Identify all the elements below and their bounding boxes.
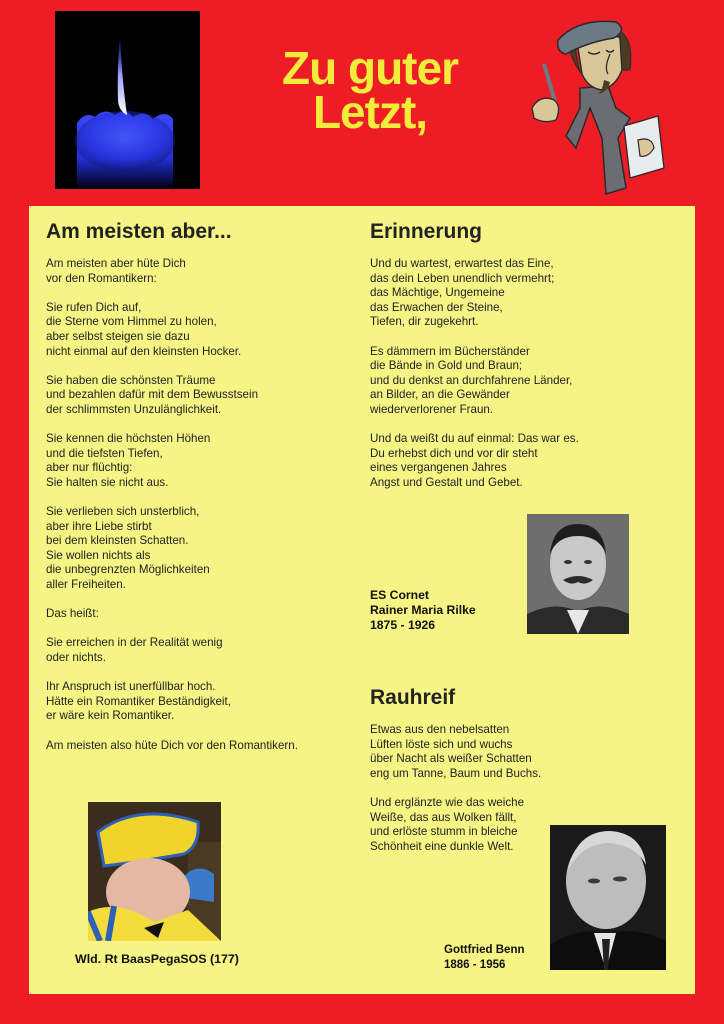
poem-line: wiederverlorener Fraun. bbox=[370, 402, 494, 416]
caption-line: 1886 - 1956 bbox=[444, 959, 506, 971]
poem-line: die Sterne vom Himmel zu holen, bbox=[46, 315, 217, 329]
poem-line: Sie halten sie nicht aus. bbox=[46, 475, 169, 489]
poem-line: Du erhebst dich und vor dir steht bbox=[370, 446, 538, 460]
portrait-icon bbox=[88, 802, 221, 941]
poem-line: und erlöste stumm in bleiche bbox=[370, 825, 518, 839]
poem-title: Am meisten aber... bbox=[46, 220, 232, 243]
poem-line: Es dämmern im Bücherständer bbox=[370, 344, 530, 358]
stanza bbox=[46, 505, 346, 593]
stanza bbox=[46, 257, 346, 286]
caption-line: ES Cornet bbox=[370, 588, 429, 602]
poem-line: oder nichts. bbox=[46, 651, 106, 665]
portrait-icon bbox=[550, 825, 666, 970]
poem-line: aber selbst steigen sie dazu bbox=[46, 329, 190, 343]
poem-line: die Bände in Gold und Braun; bbox=[370, 359, 523, 373]
poem-line: und bezahlen dafür mit dem Bewusstsein bbox=[46, 388, 259, 402]
rilke-caption bbox=[370, 588, 476, 633]
poem-body bbox=[46, 257, 346, 753]
stanza bbox=[370, 257, 680, 330]
poem-line: Und da weißt du auf einmal: Das war es. bbox=[370, 432, 579, 446]
stanza bbox=[370, 432, 680, 490]
poem-am-meisten-aber bbox=[46, 218, 346, 768]
poem-line: vor den Romantikern: bbox=[46, 271, 157, 285]
caption-line: Gottfried Benn bbox=[444, 944, 525, 956]
poem-line: Sie erreichen in der Realität wenig bbox=[46, 636, 223, 650]
candle-icon bbox=[55, 11, 200, 189]
stanza bbox=[46, 636, 346, 665]
poem-line: das Mächtige, Ungemeine bbox=[370, 286, 505, 300]
poem-line: Hätte ein Romantiker Beständigkeit, bbox=[46, 694, 231, 708]
stanza bbox=[370, 723, 690, 781]
poem-line: eng um Tanne, Baum und Buchs. bbox=[370, 766, 542, 780]
poem-line: Sie kennen die höchsten Höhen bbox=[46, 432, 211, 446]
poem-line: Weiße, das aus Wolken fällt, bbox=[370, 810, 517, 824]
poem-line: eines vergangenen Jahres bbox=[370, 461, 507, 475]
poem-line: Tiefen, dir zugekehrt. bbox=[370, 315, 479, 329]
benn-caption bbox=[444, 943, 525, 973]
baaspegasos-caption: Wld. Rt BaasPegaSOS (177) bbox=[75, 952, 239, 966]
stanza bbox=[46, 432, 346, 490]
caption-line: Rainer Maria Rilke bbox=[370, 603, 476, 617]
stanza bbox=[46, 739, 346, 754]
poem-title: Rauhreif bbox=[370, 686, 456, 709]
poem-line: an Bilder, an die Gewänder bbox=[370, 388, 510, 402]
poem-line: Das heißt: bbox=[46, 607, 99, 621]
stanza bbox=[46, 607, 346, 622]
poem-line: Und du wartest, erwartest das Eine, bbox=[370, 257, 554, 270]
stanza bbox=[46, 374, 346, 418]
poem-line: aber nur flüchtig: bbox=[46, 461, 133, 475]
portrait-icon bbox=[527, 514, 629, 634]
caption-line: 1875 - 1926 bbox=[370, 618, 436, 632]
poem-line: Sie wollen nichts als bbox=[46, 548, 151, 562]
stanza bbox=[370, 345, 680, 418]
poem-line: Sie rufen Dich auf, bbox=[46, 300, 142, 314]
poem-line: nicht einmal auf den kleinsten Hocker. bbox=[46, 344, 242, 358]
poem-line: Ihr Anspruch ist unerfüllbar hoch. bbox=[46, 680, 216, 694]
poet-icon bbox=[518, 8, 678, 198]
stanza bbox=[46, 301, 346, 359]
poem-line: das dein Leben unendlich vermehrt; bbox=[370, 271, 555, 285]
poem-line: bei dem kleinsten Schatten. bbox=[46, 534, 189, 548]
poem-line: Am meisten aber hüte Dich bbox=[46, 257, 186, 270]
poem-line: und du denkst an durchfahrene Länder, bbox=[370, 373, 573, 387]
poet-cartoon-image bbox=[518, 8, 678, 198]
poem-line: aber ihre Liebe stirbt bbox=[46, 519, 152, 533]
benn-photo bbox=[550, 825, 666, 970]
headline-line-1: Zu guter bbox=[282, 42, 458, 94]
poem-erinnerung bbox=[370, 218, 680, 505]
poem-title: Erinnerung bbox=[370, 220, 483, 243]
baaspegasos-photo bbox=[88, 802, 221, 941]
rilke-photo bbox=[527, 514, 629, 634]
poem-line: die unbegrenzten Möglichkeiten bbox=[46, 563, 210, 577]
page-headline bbox=[230, 42, 510, 138]
poem-line: Schönheit eine dunkle Welt. bbox=[370, 839, 514, 853]
poem-line: Angst und Gestalt und Gebet. bbox=[370, 475, 523, 489]
poem-line: aller Freiheiten. bbox=[46, 578, 126, 592]
poem-line: Und erglänzte wie das weiche bbox=[370, 795, 525, 809]
headline-line-2: Letzt, bbox=[312, 86, 428, 138]
stanza bbox=[46, 680, 346, 724]
poem-line: das Erwachen der Steine, bbox=[370, 300, 503, 314]
poem-line: Sie verlieben sich unsterblich, bbox=[46, 505, 200, 519]
poem-line: Etwas aus den nebelsatten bbox=[370, 723, 510, 736]
poem-line: er wäre kein Romantiker. bbox=[46, 709, 175, 723]
poem-line: über Nacht als weißer Schatten bbox=[370, 752, 532, 766]
poems-panel bbox=[29, 206, 695, 994]
poem-body bbox=[370, 257, 680, 491]
poem-line: Lüften löste sich und wuchs bbox=[370, 737, 513, 751]
blue-candle-image bbox=[55, 11, 200, 189]
poem-line: und die tiefsten Tiefen, bbox=[46, 446, 163, 460]
poem-line: Sie haben die schönsten Träume bbox=[46, 373, 216, 387]
poem-line: Am meisten also hüte Dich vor den Romantikern. bbox=[46, 738, 298, 752]
poem-line: der schlimmsten Unzulänglichkeit. bbox=[46, 402, 222, 416]
